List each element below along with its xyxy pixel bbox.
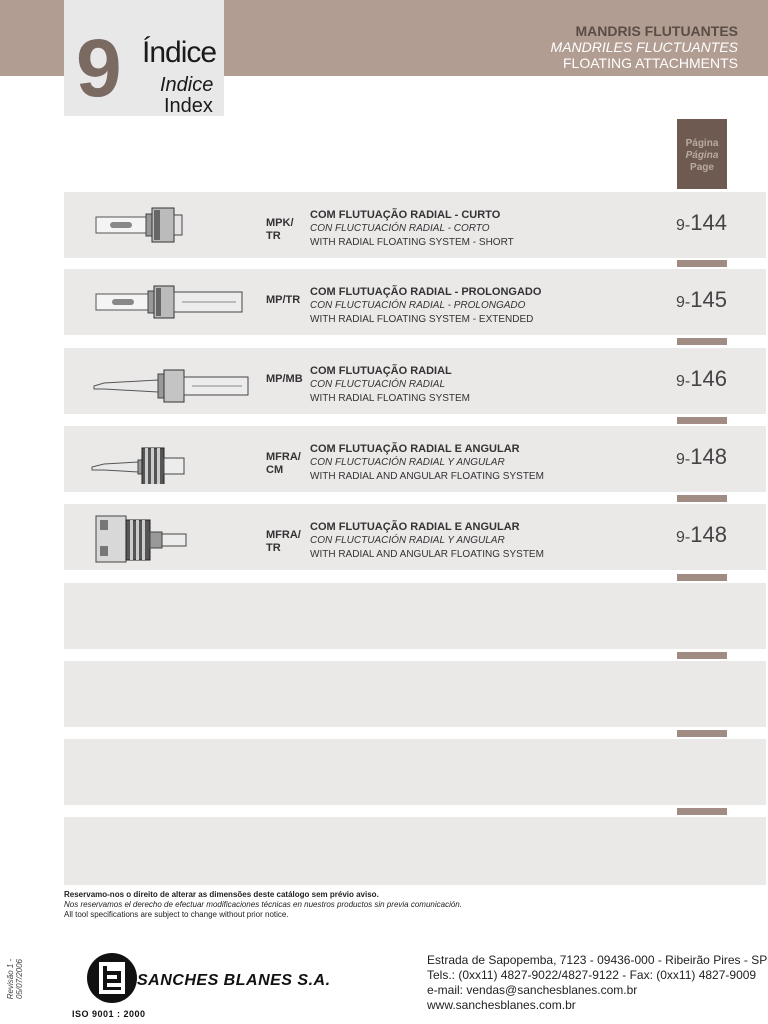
description-en: WITH RADIAL FLOATING SYSTEM	[310, 393, 471, 404]
page-reference[interactable]: 9-148	[676, 444, 727, 469]
tool-radial-angular-tr-icon	[90, 512, 250, 572]
entry-description	[310, 442, 670, 484]
entry-description	[310, 285, 670, 327]
empty-row	[64, 739, 766, 805]
row-divider	[677, 260, 727, 267]
page-label-es: Página	[685, 150, 719, 161]
iso-certification: ISO 9001 : 2000	[72, 1009, 146, 1019]
index-row[interactable]	[64, 192, 766, 258]
index-row[interactable]	[64, 426, 766, 492]
description-es: CON FLUCTUACIÓN RADIAL Y ANGULAR	[310, 535, 505, 546]
description-pt: COM FLUTUAÇÃO RADIAL	[310, 365, 452, 377]
model-code: MPK/ TR	[266, 217, 294, 242]
category-title-en: FLOATING ATTACHMENTS	[562, 55, 738, 71]
tool-radial-angular-cm-icon	[90, 434, 250, 484]
tool-morse-taper-radial-icon	[90, 356, 250, 406]
row-divider	[677, 495, 727, 502]
empty-row	[64, 661, 766, 727]
row-divider	[677, 417, 727, 424]
page-label-pt: Página	[685, 138, 719, 149]
description-pt: COM FLUTUAÇÃO RADIAL E ANGULAR	[310, 521, 520, 533]
description-en: WITH RADIAL AND ANGULAR FLOATING SYSTEM	[310, 471, 544, 482]
row-divider	[677, 574, 727, 581]
index-row[interactable]	[64, 269, 766, 335]
page-reference[interactable]: 9-145	[676, 287, 727, 312]
description-es: CON FLUCTUACIÓN RADIAL Y ANGULAR	[310, 457, 505, 468]
address: Estrada de Sapopemba, 7123 - 09436-000 - Ribeirão Pires - SP	[427, 953, 768, 967]
index-title-en: Index	[164, 95, 213, 117]
index-title-es: Indice	[160, 74, 214, 96]
description-en: WITH RADIAL AND ANGULAR FLOATING SYSTEM	[310, 549, 544, 560]
section-number: 9	[76, 23, 120, 114]
category-title-pt: MANDRIS FLUTUANTES	[575, 23, 738, 39]
page-column-header	[677, 119, 727, 189]
tool-short-radial-icon	[90, 200, 250, 250]
empty-row	[64, 583, 766, 649]
row-divider	[677, 652, 727, 659]
email-link[interactable]: e-mail: vendas@sanchesblanes.com.br	[427, 983, 638, 997]
tool-extended-radial-icon	[90, 277, 250, 327]
row-divider	[677, 730, 727, 737]
entry-description	[310, 208, 670, 250]
model-code: MP/MB	[266, 373, 303, 385]
empty-row	[64, 817, 766, 885]
model-code: MP/TR	[266, 294, 301, 306]
phones: Tels.: (0xx11) 4827-9022/4827-9122 - Fax: (0xx11) 4827-9009	[427, 968, 757, 982]
description-pt: COM FLUTUAÇÃO RADIAL E ANGULAR	[310, 443, 520, 455]
description-pt: COM FLUTUAÇÃO RADIAL - CURTO	[310, 209, 501, 221]
index-row[interactable]	[64, 504, 766, 570]
description-es: CON FLUCTUACIÓN RADIAL - PROLONGADO	[310, 300, 526, 311]
entry-description	[310, 520, 670, 562]
row-divider	[677, 808, 727, 815]
company-name: SANCHES BLANES S.A.	[137, 972, 331, 989]
disclaimer-en: All tool specifications are subject to change without prior notice.	[64, 910, 289, 919]
model-code: MFRA/ TR	[266, 529, 301, 554]
index-title-pt: Índice	[142, 36, 217, 69]
disclaimer-pt: Reservamo-nos o direito de alterar as dimensões deste catálogo sem prévio aviso.	[64, 890, 379, 899]
page-reference[interactable]: 9-148	[676, 522, 727, 547]
description-es: CON FLUCTUACIÓN RADIAL - CORTO	[310, 223, 490, 234]
company-logo-icon	[86, 952, 138, 1004]
description-es: CON FLUCTUACIÓN RADIAL	[310, 379, 446, 390]
index-row[interactable]	[64, 348, 766, 414]
description-en: WITH RADIAL FLOATING SYSTEM - EXTENDED	[310, 314, 534, 325]
row-divider	[677, 338, 727, 345]
entry-description	[310, 364, 670, 406]
revision-label: Revisão 1 - 05/07/2006	[6, 958, 24, 1000]
model-code: MFRA/ CM	[266, 451, 301, 476]
contact-info	[427, 953, 767, 1013]
page-label-en: Page	[690, 162, 714, 173]
category-title-es: MANDRILES FLUCTUANTES	[550, 39, 738, 55]
website-link[interactable]: www.sanchesblanes.com.br	[427, 998, 576, 1012]
description-pt: COM FLUTUAÇÃO RADIAL - PROLONGADO	[310, 286, 542, 298]
disclaimer-notes	[64, 890, 462, 920]
page-reference[interactable]: 9-146	[676, 366, 727, 391]
page-reference[interactable]: 9-144	[676, 210, 727, 235]
disclaimer-es: Nos reservamos el derecho de efectuar modificaciones técnicas en nuestros productos sin previa comunicación.	[64, 900, 462, 909]
description-en: WITH RADIAL FLOATING SYSTEM - SHORT	[310, 237, 514, 248]
